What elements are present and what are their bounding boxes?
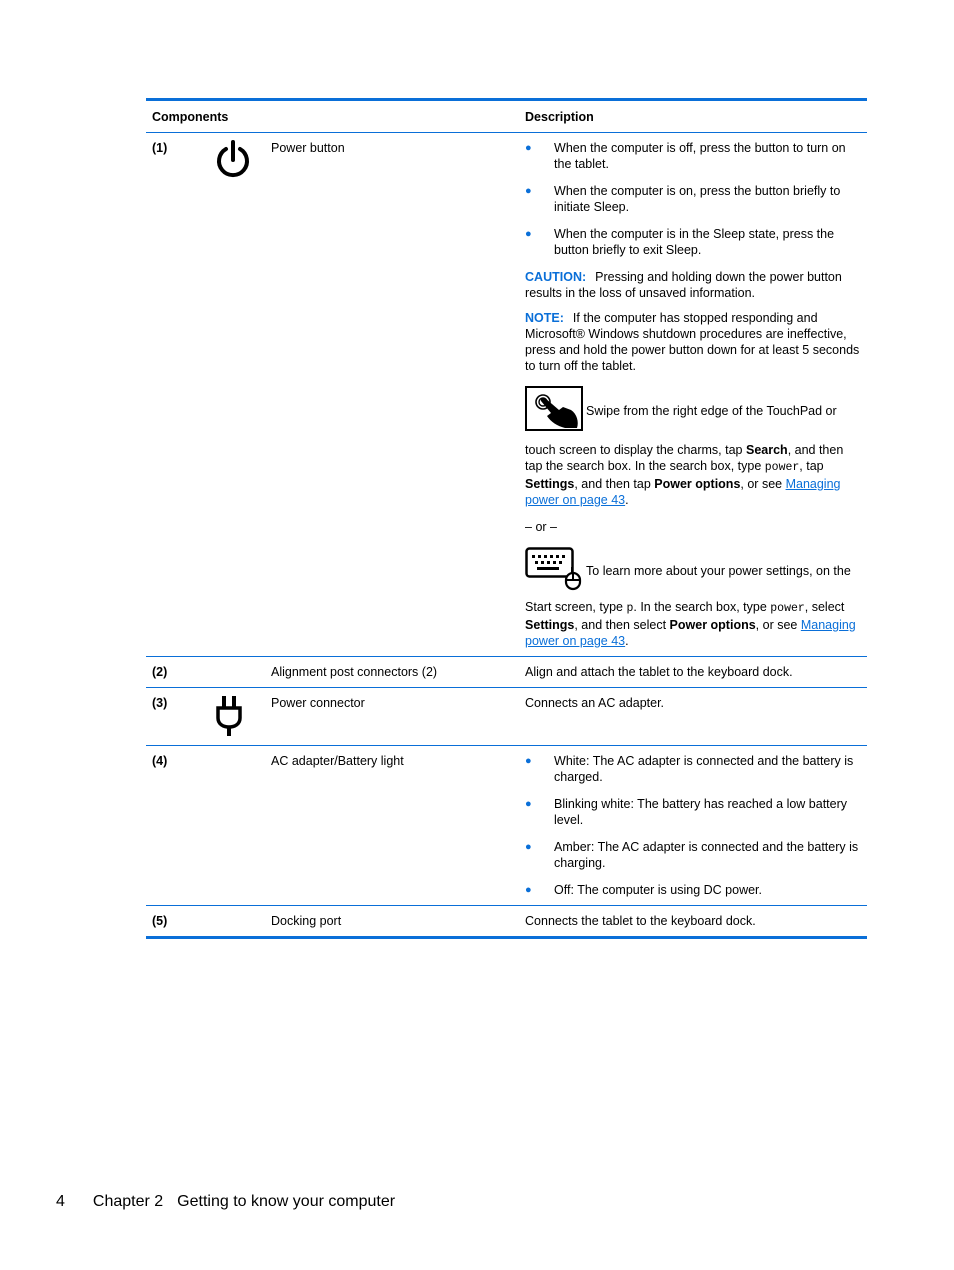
bullet-icon: ● [525,798,532,810]
table-row [146,133,867,657]
caution-note [525,269,861,301]
row-number: (2) [152,665,168,679]
header-components: Components [152,110,229,124]
table-row [146,688,867,746]
touch-instruction-first-line [525,386,861,436]
keyboard-mouse-icon [525,547,583,595]
caution-text: Pressing and holding down the power button results in the loss of unsaved information. [525,270,842,300]
managing-power-link[interactable]: Managing power on page 43 [525,618,856,648]
code-text: p [626,602,634,615]
bullet-list [525,140,861,258]
row-number: (1) [152,141,168,155]
bullet-list [525,753,861,898]
component-name: AC adapter/Battery light [271,754,404,768]
list-item: ● When the computer is on, press the button briefly to initiate Sleep. [525,184,841,214]
list-item: ● When the computer is in the Sleep state, press the button briefly to exit Sleep. [525,227,835,257]
chapter-label: Chapter 2 [92,1193,164,1210]
touch-instruction: touch screen to display the charms, tap Search, and then tap the search box. In the search box, type power, tap Settings, and then tap Power options, or see Managing power on page 43. [525,443,844,507]
list-item: ● Amber: The AC adapter is connected and the battery is charging. [525,840,859,870]
keyboard-line1: To learn more about your power settings, on the [586,564,851,578]
bullet-icon: ● [525,185,532,197]
or-separator: – or – [525,520,557,534]
keyboard-instruction: Start screen, type p. In the search box, type power, select Settings, and then select Power options, or see Managing power on page 43. [525,600,856,648]
icon-cell [208,133,265,657]
row-number: (3) [152,696,168,710]
icon-cell [208,688,265,746]
description-cell: Connects an AC adapter. [525,696,665,710]
bullet-icon: ● [525,228,532,240]
list-item: ● Blinking white: The battery has reached a low battery level. [525,797,848,827]
bullet-icon: ● [525,755,532,767]
bullet-icon: ● [525,142,532,154]
touch-gesture-icon [525,386,583,436]
component-name: Alignment post connectors (2) [271,665,438,679]
keyboard-instruction-first-line [525,547,861,595]
component-name: Docking port [271,914,342,928]
note-label: NOTE: [525,311,564,325]
table-row [146,657,867,688]
component-name: Power button [271,141,345,155]
power-icon [214,169,252,183]
description-cell: Align and attach the tablet to the keyboard dock. [525,665,793,679]
note [525,310,861,374]
components-table-wrapper [146,98,867,939]
page-number: 4 [56,1193,65,1210]
list-item: ● When the computer is off, press the button to turn on the tablet. [525,141,846,171]
plug-icon [214,726,244,740]
icon-cell [208,657,265,688]
list-item: ● Off: The computer is using DC power. [525,883,762,897]
list-item: ● White: The AC adapter is connected and the battery is charged. [525,754,854,784]
page-footer [56,1192,395,1212]
icon-cell [208,906,265,938]
row-number: (5) [152,914,168,928]
description-cell [519,133,867,657]
bullet-icon: ● [525,884,532,896]
managing-power-link[interactable]: Managing power on page 43 [525,477,841,507]
note-text: If the computer has stopped responding and Microsoft® Windows shutdown procedures are ineffective, press and hold the power button down for at least 5 seconds to turn off the tablet. [525,311,860,373]
description-cell [519,746,867,906]
code-text: power [770,602,805,615]
components-table [146,98,867,939]
touch-line1: Swipe from the right edge of the TouchPad or [586,404,837,418]
header-description: Description [525,110,594,124]
table-row [146,906,867,938]
caution-label: CAUTION: [525,270,587,284]
chapter-title: Getting to know your computer [177,1193,396,1210]
icon-cell [208,746,265,906]
table-header-row [146,100,867,133]
description-cell: Connects the tablet to the keyboard dock. [525,914,756,928]
code-text: power [764,461,800,474]
row-number: (4) [152,754,168,768]
bullet-icon: ● [525,841,532,853]
table-row [146,746,867,906]
component-name: Power connector [271,696,365,710]
